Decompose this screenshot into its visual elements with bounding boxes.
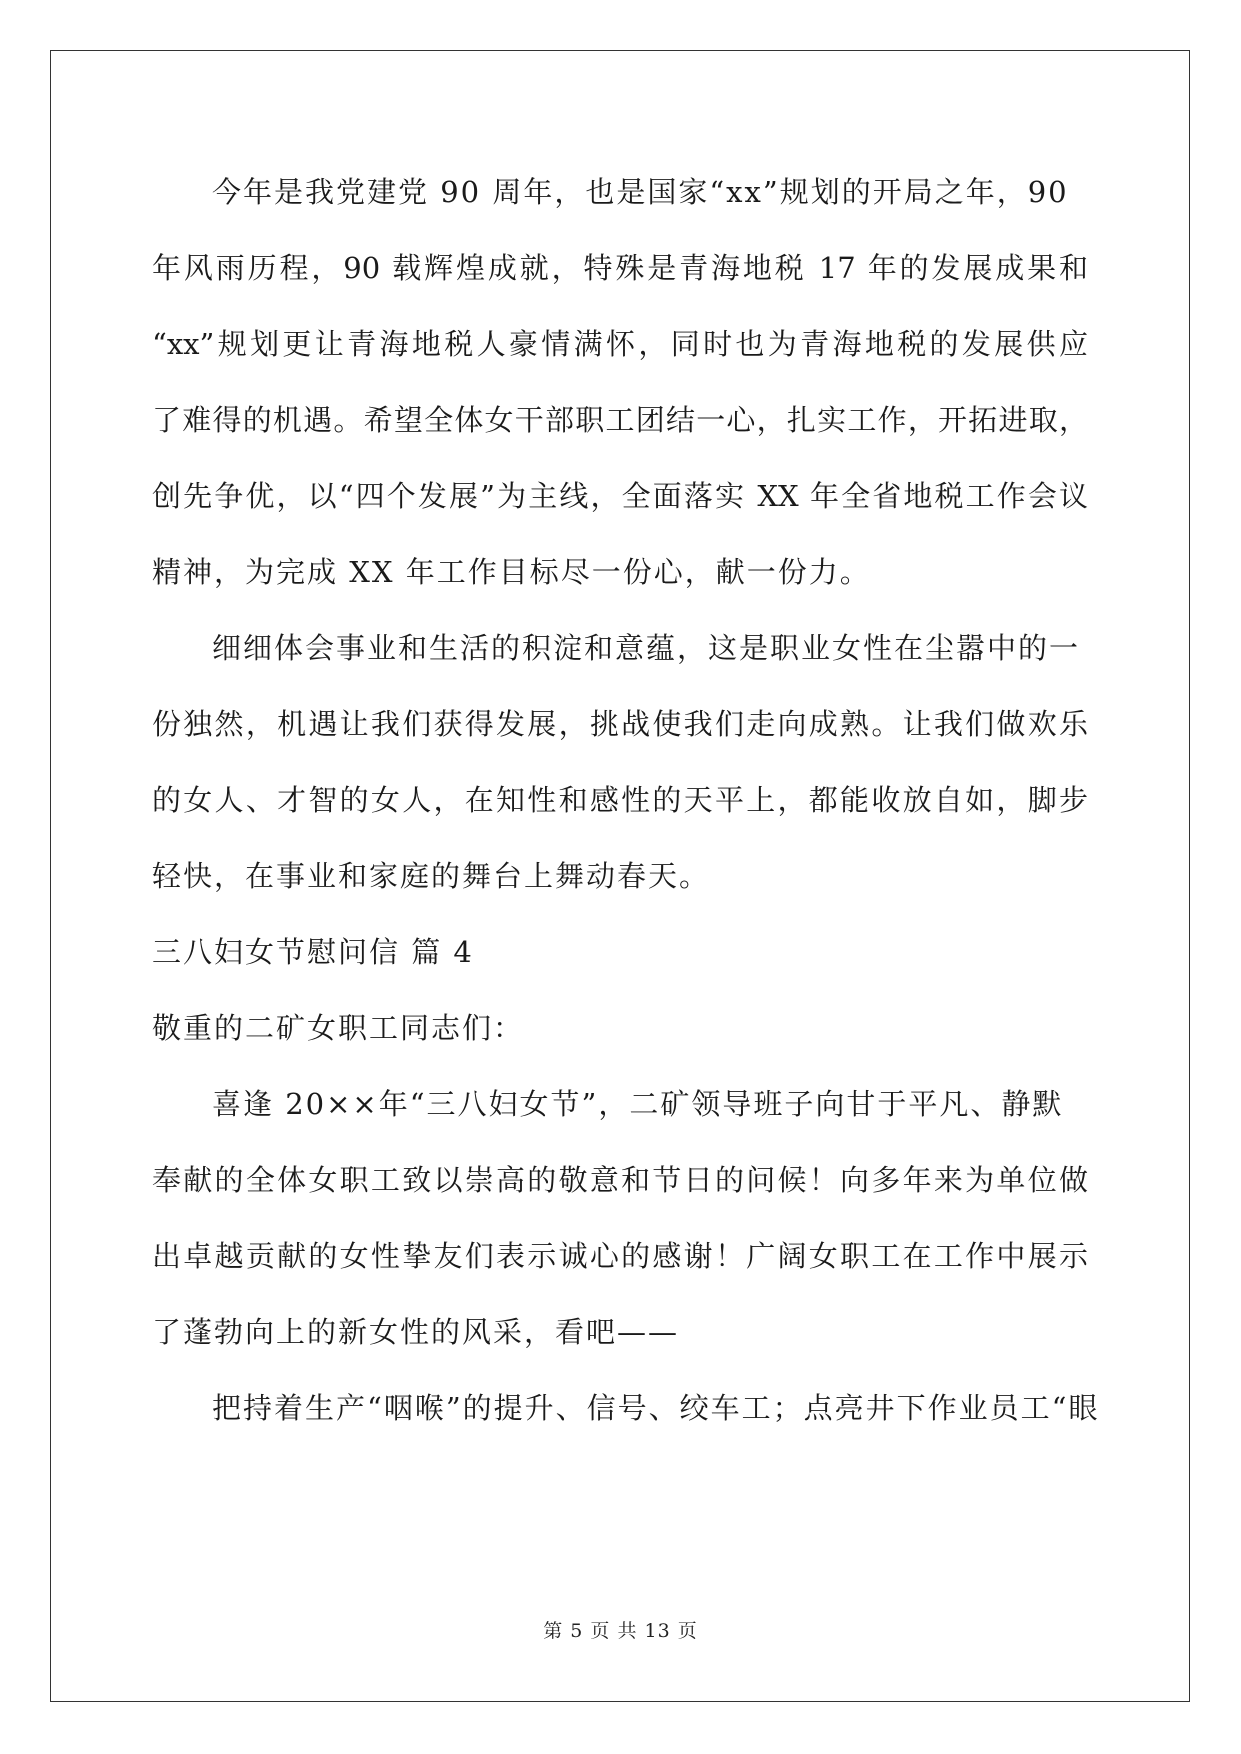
paragraph-line: 出卓越贡献的女性挚友们表示诚心的感谢！广阔女职工在工作中展示: [152, 1239, 1088, 1273]
paragraph-line: 奉献的全体女职工致以崇高的敬意和节日的问候！向多年来为单位做: [152, 1163, 1088, 1197]
paragraph-line: 份独然，机遇让我们获得发展，挑战使我们走向成熟。让我们做欢乐: [152, 707, 1088, 741]
paragraph-line: 轻快，在事业和家庭的舞台上舞动春天。: [152, 859, 711, 893]
paragraph-line: 了蓬勃向上的新女性的风采，看吧——: [152, 1315, 680, 1349]
paragraph-line: 年风雨历程，90 载辉煌成就，特殊是青海地税 17 年的发展成果和: [152, 251, 1088, 285]
paragraph-line: 把持着生产“咽喉”的提升、信号、绞车工；点亮井下作业员工“眼: [212, 1391, 1100, 1425]
paragraph-line: 今年是我党建党 90 周年，也是国家“xx”规划的开局之年，90: [212, 175, 1069, 209]
paragraph-line: 了难得的机遇。希望全体女干部职工团结一心，扎实工作，开拓进取，: [152, 403, 1088, 437]
paragraph-line: “xx”规划更让青海地税人豪情满怀，同时也为青海地税的发展供应: [152, 327, 1088, 361]
paragraph-line: 精神，为完成 XX 年工作目标尽一份心，献一份力。: [152, 555, 871, 589]
section-heading: 三八妇女节慰问信 篇 4: [152, 935, 474, 969]
paragraph-line: 喜逢 20××年“三八妇女节”，二矿领导班子向甘于平凡、静默: [212, 1087, 1064, 1121]
paragraph-line: 的女人、才智的女人，在知性和感性的天平上，都能收放自如，脚步: [152, 783, 1088, 817]
paragraph-line: 创先争优，以“四个发展”为主线，全面落实 XX 年全省地税工作会议: [152, 479, 1088, 513]
page-number: 第 5 页 共 13 页: [543, 1620, 698, 1642]
paragraph-line: 细细体会事业和生活的积淀和意蕴，这是职业女性在尘嚣中的一: [212, 631, 1081, 665]
letter-salutation: 敬重的二矿女职工同志们：: [152, 1011, 525, 1045]
